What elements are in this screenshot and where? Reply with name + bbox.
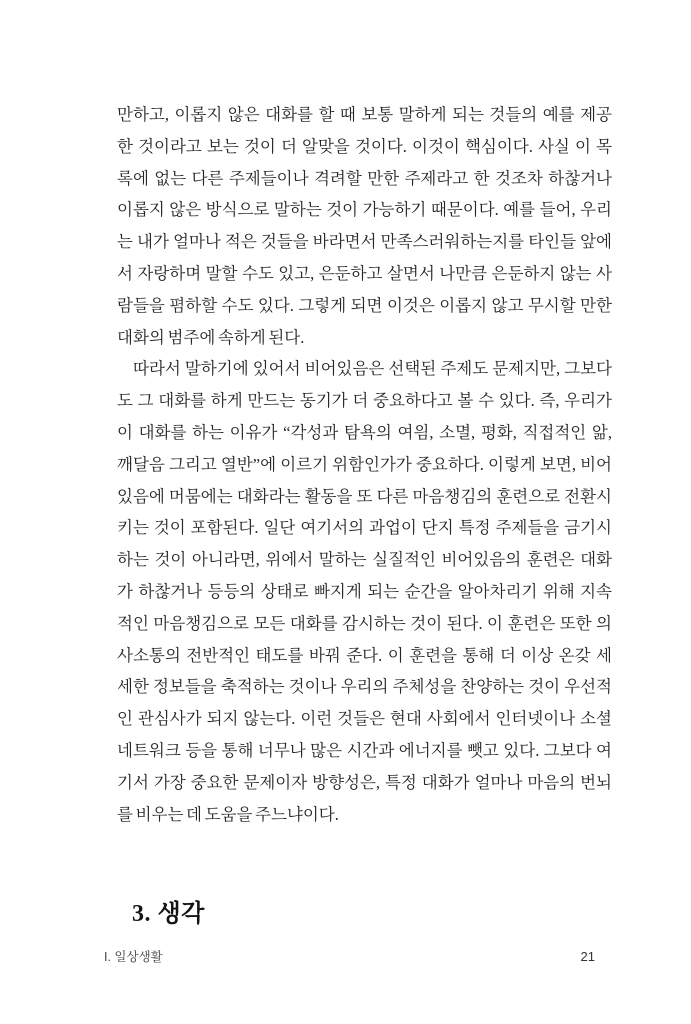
text-line: 적인 마음챙김으로 모든 대화를 감시하는 것이 된다. 이 훈련은 또한 의 — [117, 613, 612, 633]
text-line: 있음에 머뭄에는 대화라는 활동을 또 다른 마음챙김의 훈련으로 전환시 — [117, 486, 612, 506]
paragraph — [117, 353, 612, 830]
text-line: 기서 가장 중요한 문제이자 방향성은, 특정 대화가 얼마나 마음의 번뇌 — [117, 772, 612, 792]
section-heading: 3. 생각 — [132, 901, 205, 927]
text-line: 이 대화를 하는 이유가 “각성과 탐욕의 여읨, 소멸, 평화, 직접적인 앎, — [117, 422, 612, 442]
text-line: 도 그 대화를 하게 만드는 동기가 더 중요하다고 볼 수 있다. 즉, 우리가 — [117, 391, 612, 411]
text-line: 인 관심사가 되지 않는다. 이런 것들은 현대 사회에서 인터넷이나 소셜 — [117, 709, 612, 729]
text-line: 하는 것이 아니라면, 위에서 말하는 실질적인 비어있음의 훈련은 대화 — [117, 550, 612, 570]
text-line: 서 자랑하며 말할 수도 있고, 은둔하고 살면서 나만큼 은둔하지 않는 사 — [117, 263, 612, 283]
text-line: 깨달음 그리고 열반”에 이르기 위함인가가 중요하다. 이렇게 보면, 비어 — [117, 454, 612, 474]
text-line: 를 비우는 데 도움을 주느냐이다. — [117, 804, 339, 824]
text-line: 는 내가 얼마나 적은 것들을 바라면서 만족스러워하는지를 타인들 앞에 — [117, 232, 612, 252]
text-line: 록에 없는 다른 주제들이나 격려할 만한 주제라고 한 것조차 하찮거나 — [117, 168, 612, 188]
body-text-block — [117, 99, 612, 830]
text-line: 한 것이라고 보는 것이 더 알맞을 것이다. 이것이 핵심이다. 사실 이 목 — [117, 136, 612, 156]
text-line: 네트워크 등을 통해 너무나 많은 시간과 에너지를 뺏고 있다. 그보다 여 — [117, 740, 612, 760]
text-line: 따라서 말하기에 있어서 비어있음은 선택된 주제도 문제지만, 그보다 — [133, 359, 612, 379]
paragraph — [117, 99, 612, 353]
text-line: 만하고, 이롭지 않은 대화를 할 때 보통 말하게 되는 것들의 예를 제공 — [117, 105, 612, 124]
page-footer — [104, 949, 595, 965]
text-line: 사소통의 전반적인 태도를 바꿔 준다. 이 훈련을 통해 더 이상 온갖 세 — [117, 645, 612, 665]
footer-chapter-label: I. 일상생활 — [104, 950, 163, 964]
text-line: 세한 정보들을 축적하는 것이나 우리의 주체성을 찬양하는 것이 우선적 — [117, 677, 612, 697]
text-line: 키는 것이 포함된다. 일단 여기서의 과업이 단지 특정 주제들을 금기시 — [117, 518, 612, 538]
footer-page-number: 21 — [580, 949, 595, 964]
text-line: 이롭지 않은 방식으로 말하는 것이 가능하기 때문이다. 예를 들어, 우리 — [117, 200, 612, 220]
text-line: 가 하찮거나 등등의 상태로 빠지게 되는 순간을 알아차리기 위해 지속 — [117, 581, 612, 601]
text-line: 대화의 범주에 속하게 된다. — [117, 327, 305, 347]
text-line: 람들을 폄하할 수도 있다. 그렇게 되면 이것은 이롭지 않고 무시할 만한 — [117, 295, 612, 315]
